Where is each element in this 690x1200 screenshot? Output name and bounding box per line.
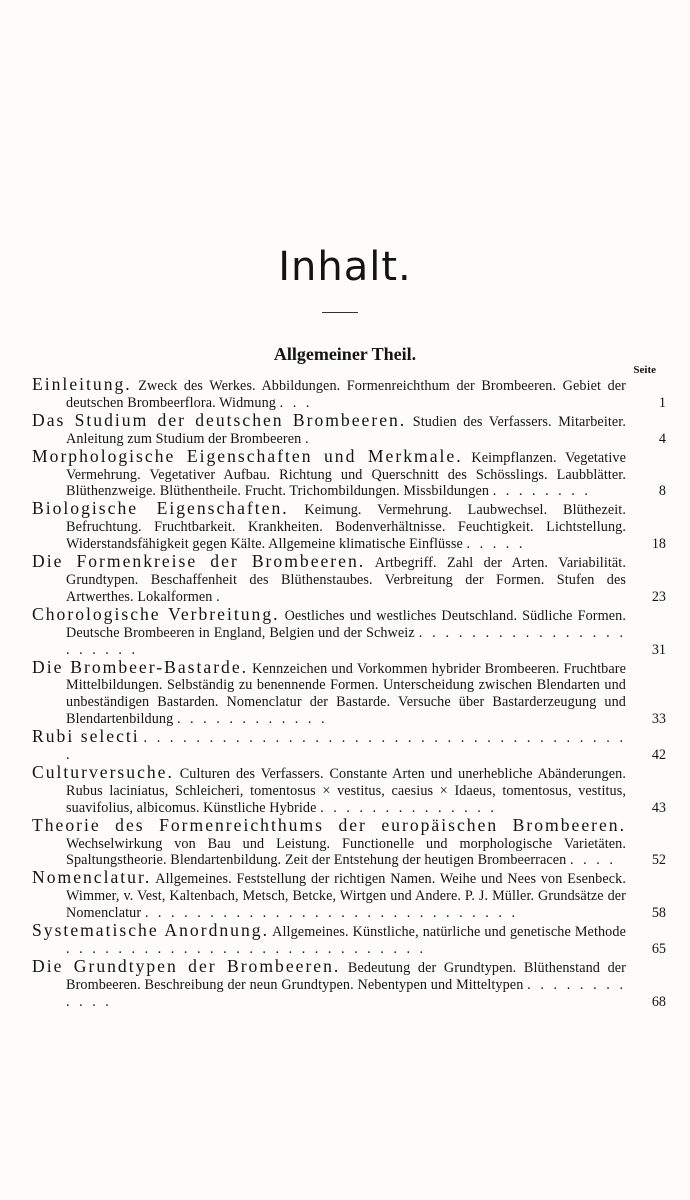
toc-entry-systematische [32, 922, 666, 958]
toc-entry-description: Wechselwirkung von Bau und Leistung. Functionelle und morphologische Varietäten. Spaltungstheorie. Blendartenbildung. Zeit der Entstehung der heutigen Brombeerracen [66, 835, 626, 869]
toc-entry-description: Culturen des Verfassers. Constante Arten und unerhebliche Abänderungen. Rubus laciniatus, Schleicheri, tomentosus × vestitus, caesius × Idaeus, tomentosus, vestitus, suavifolius, albicomus. Künstliche Hybride [66, 765, 626, 816]
toc-entry-title: Das Studium der deutschen Brombeeren. [32, 409, 407, 430]
toc-entry-rubi-selecti [32, 728, 666, 764]
page-title: Inhalt. [278, 244, 412, 290]
toc-entry-title: Einleitung. [32, 374, 132, 394]
toc-page-number: 42 [651, 747, 666, 764]
toc-entry-description: Kennzeichen und Vorkommen hybrider Brombeeren. Fruchtbare Mittelbildungen. Selbständig zu benennende Formen. Unterscheidung zwischen Blendarten und unbeständigen Bastarden. Nomenclatur der Bastarde. Versuche über Bastarderzeugung und Blendartenbildung [66, 660, 626, 728]
toc-entry-morphologische [32, 445, 666, 501]
toc-entry-description: Keimung. Vermehrung. Laubwechsel. Blüthezeit. Befruchtung. Fruchtbarkeit. Krankheiten. Bodenverhältnisse. Feuchtigkeit. Lichtstellung. Widerstandsfähigkeit gegen Kälte. Allgemeine klimatische Einflüsse [66, 502, 626, 553]
toc-entry-description: Allgemeines. Feststellung der richtigen Namen. Weihe und Nees von Esenbeck. Wimmer, v. Vest, Kaltenbach, Metsch, Betcke, Wirtgen und Andere. P. J. Müller. Grundsätze der Nomenclatur [66, 871, 626, 922]
toc-entry-formenkreise [32, 553, 666, 606]
toc-page-number: 31 [651, 641, 666, 658]
toc-entry-description: Artbegriff. Zahl der Arten. Variabilität. Grundtypen. Beschaffenheit des Blüthenstaubes. Verbreitung der Formen. Stufen des Artwerthes. Lokalformen [66, 555, 626, 605]
toc-entry-title: Rubi selecti [32, 726, 140, 747]
toc-entry-title: Morphologische Eigenschaften und Merkmale. [32, 445, 463, 466]
page-column-label: Seite [633, 364, 656, 376]
leader-dots: . . . . . . . . . . . . [66, 976, 627, 1010]
leader-dots: . [304, 430, 312, 447]
toc-entry-chorologische [32, 603, 666, 659]
toc-entry-biologische [32, 500, 666, 553]
toc-page-number: 58 [651, 905, 666, 922]
toc-page-number: 18 [651, 536, 666, 553]
leader-dots: . . . . . . . . . . . . . . [320, 799, 497, 816]
toc-entry-title: Die Grundtypen der Brombeeren. [32, 955, 341, 976]
leader-dots: . . . . . . . . . . . . . . . . . . . . . . . . . . . . [66, 941, 427, 957]
toc-entry-title: Theorie des Formenreichthums der europäischen Brombeeren. [32, 814, 626, 835]
toc-page-number: 43 [651, 799, 666, 816]
toc-page-number: 52 [651, 852, 666, 869]
title-divider [322, 312, 358, 313]
toc-entry-title: Biologische Eigenschaften. [32, 498, 289, 519]
toc-entry-culturversuche [32, 761, 666, 817]
toc-entry-title: Nomenclatur. [32, 867, 152, 888]
toc-entry-description: Allgemeines. Künstliche, natürliche und genetische Methode [272, 924, 626, 941]
toc-entry-description: Oestliches und westliches Deutschland. Südliche Formen. Deutsche Brombeeren in England, Belgien und der Schweiz [66, 607, 626, 641]
toc-entry-description: Keimpflanzen. Vegetative Vermehrung. Vegetativer Aufbau. Richtung und Querschnitt des Schösslings. Laubblätter. Blüthenzweige. Blüthentheile. Frucht. Trichombildungen. Missbildungen [66, 449, 626, 500]
leader-dots: . . . . . . . . . . . . . . . . . . . . . . . . . . . . . [144, 905, 518, 922]
toc-entry-title: Systematische Anordnung. [32, 920, 269, 941]
toc-page-number: 4 [658, 430, 666, 447]
toc-page-number: 1 [658, 394, 666, 411]
toc-entry-title: Chorologische Verbreitung. [32, 603, 280, 624]
toc-entry-studium [32, 409, 666, 448]
leader-dots: . . . . . . . . . . . . . . . . . . . . . . [66, 624, 627, 658]
toc-entry-description: Zweck des Werkes. Abbildungen. Formenreichthum der Brombeeren. Gebiet der deutschen Brombeerflora. Widmung [66, 378, 626, 411]
toc-entry-description: Studien des Verfassers. Mitarbeiter. Anleitung zum Studium der Brombeeren [66, 413, 626, 447]
toc-page-number: 68 [651, 993, 666, 1010]
section-heading: Allgemeiner Theil. [273, 344, 417, 364]
toc-page-number: 65 [651, 941, 666, 957]
toc-entry-bastarde [32, 656, 666, 729]
toc-page-number: 33 [651, 711, 666, 728]
leader-dots: . . . . . [466, 536, 526, 553]
toc-entry-theorie [32, 814, 666, 870]
toc-entry-nomenclatur [32, 869, 666, 922]
toc-entry-title: Die Brombeer-Bastarde. [32, 656, 249, 677]
toc-entry-einleitung [32, 376, 666, 412]
leader-dots: . . . . . . . . [492, 483, 591, 500]
leader-dots: . [216, 588, 223, 605]
toc-entry-description: Bedeutung der Grundtypen. Blüthenstand der Brombeeren. Beschreibung der neun Grundtypen. Nebentypen und Mitteltypen [66, 959, 626, 993]
toc-page-number: 23 [651, 588, 666, 605]
toc-entry-title: Die Formenkreise der Brombeeren. [32, 551, 366, 572]
toc-entry-title: Culturversuche. [32, 761, 174, 782]
toc-entry-grundtypen [32, 955, 666, 1011]
leader-dots: . . . . . . . . . . . . . . . . . . . . . . . . . . . . . . . . . . . . . . [66, 730, 626, 764]
leader-dots: . . . [279, 394, 313, 411]
leader-dots: . . . . [570, 852, 616, 869]
table-of-contents [32, 376, 666, 1011]
toc-page-number: 8 [658, 483, 666, 500]
leader-dots: . . . . . . . . . . . . [176, 711, 328, 728]
